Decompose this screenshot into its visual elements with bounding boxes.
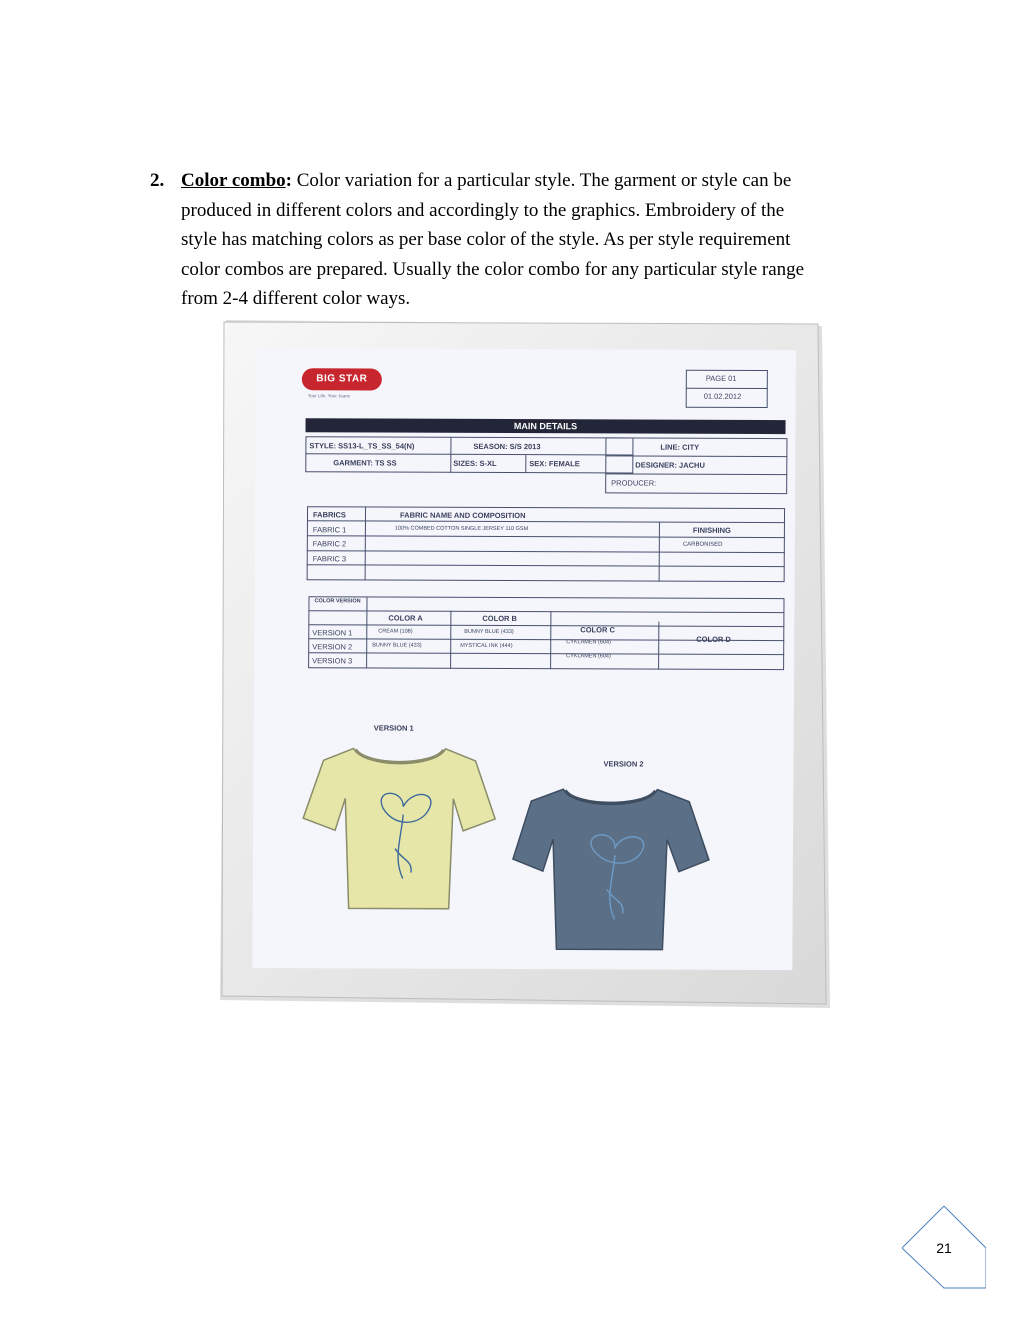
color-c-header: COLOR C — [580, 625, 615, 635]
fabric-1-desc: 100% COMBED COTTON SINGLE JERSEY 110 GSM — [394, 525, 529, 533]
paragraph-line-1 — [181, 166, 904, 196]
main-details-bar: MAIN DETAILS — [305, 418, 785, 434]
spec-sheet — [252, 348, 796, 970]
garment-field: GARMENT: TS SS — [333, 458, 397, 468]
line-text: Color variation for a particular style. The garment or style can be — [292, 170, 792, 191]
color-b-header: COLOR B — [482, 613, 518, 624]
page-number: 21 — [936, 1240, 952, 1256]
list-number: 2. — [150, 170, 165, 191]
tshirt-sketches — [252, 348, 796, 970]
v2-color-c: CYKLAMEN (604) — [566, 653, 611, 660]
v2-color-a: BUNNY BLUE (433) — [372, 642, 422, 649]
term-colon: : — [285, 170, 292, 191]
spec-sheet-figure — [220, 320, 830, 1010]
page-number-badge — [902, 1206, 986, 1290]
version-2-label: VERSION 2 — [603, 759, 644, 769]
v2-color-b: MYSTICAL INK (444) — [460, 642, 513, 650]
fabric-name-header: FABRIC NAME AND COMPOSITION — [399, 510, 526, 521]
v1-color-b: BUNNY BLUE (433) — [464, 628, 514, 636]
color-a-header: COLOR A — [388, 613, 423, 623]
season-field: SEASON: S/S 2013 — [473, 441, 541, 452]
v1-color-a: CREAM (108) — [378, 628, 413, 635]
fabric-row-2: FABRIC 2 — [312, 539, 347, 549]
tshirt-version-1 — [303, 748, 496, 909]
producer-field: PRODUCER: — [611, 478, 657, 488]
color-d-header: COLOR D — [696, 634, 731, 644]
finishing-header: FINISHING — [692, 525, 731, 535]
color-version-header: COLOR VERSION — [314, 598, 361, 605]
finishing-value: CARBONISED — [682, 541, 723, 548]
version-row-1: VERSION 1 — [312, 628, 353, 638]
fabrics-header: FABRICS — [312, 510, 346, 520]
line-field: LINE: CITY — [660, 442, 700, 452]
sheet-date: 01.02.2012 — [703, 391, 742, 401]
color-combo-paragraph — [150, 166, 904, 314]
paragraph-line-2: produced in different colors and accordingly to the graphics. Embroidery of the — [181, 199, 785, 221]
designer-field: DESIGNER: JACHU — [635, 460, 705, 470]
page-label: PAGE 01 — [705, 373, 737, 383]
version-1-label: VERSION 1 — [373, 723, 414, 733]
sizes-field: SIZES: S-XL — [453, 458, 497, 468]
style-field: STYLE: SS13-L_TS_SS_54(N) — [309, 441, 415, 451]
paragraph-line-3: style has matching colors as per base color of the style. As per style requirement — [181, 229, 791, 250]
fabric-row-3: FABRIC 3 — [312, 554, 347, 564]
v1-color-c: CYKLAMEN (604) — [566, 639, 611, 646]
term-color-combo: Color combo — [181, 170, 286, 191]
paragraph-body — [181, 166, 904, 314]
paragraph-line-5: from 2-4 different color ways. — [181, 288, 411, 309]
fabric-row-1: FABRIC 1 — [312, 525, 347, 535]
logo-tagline: Your Life. Your Jeans — [307, 393, 351, 399]
paragraph-line-4: color combos are prepared. Usually the color combo for any particular style range — [181, 258, 805, 280]
version-row-2: VERSION 2 — [312, 642, 353, 652]
brand-logo: BIG STAR — [302, 368, 382, 390]
version-row-3: VERSION 3 — [312, 656, 353, 666]
tshirt-version-2 — [512, 789, 709, 950]
sex-field: SEX: FEMALE — [529, 459, 580, 469]
